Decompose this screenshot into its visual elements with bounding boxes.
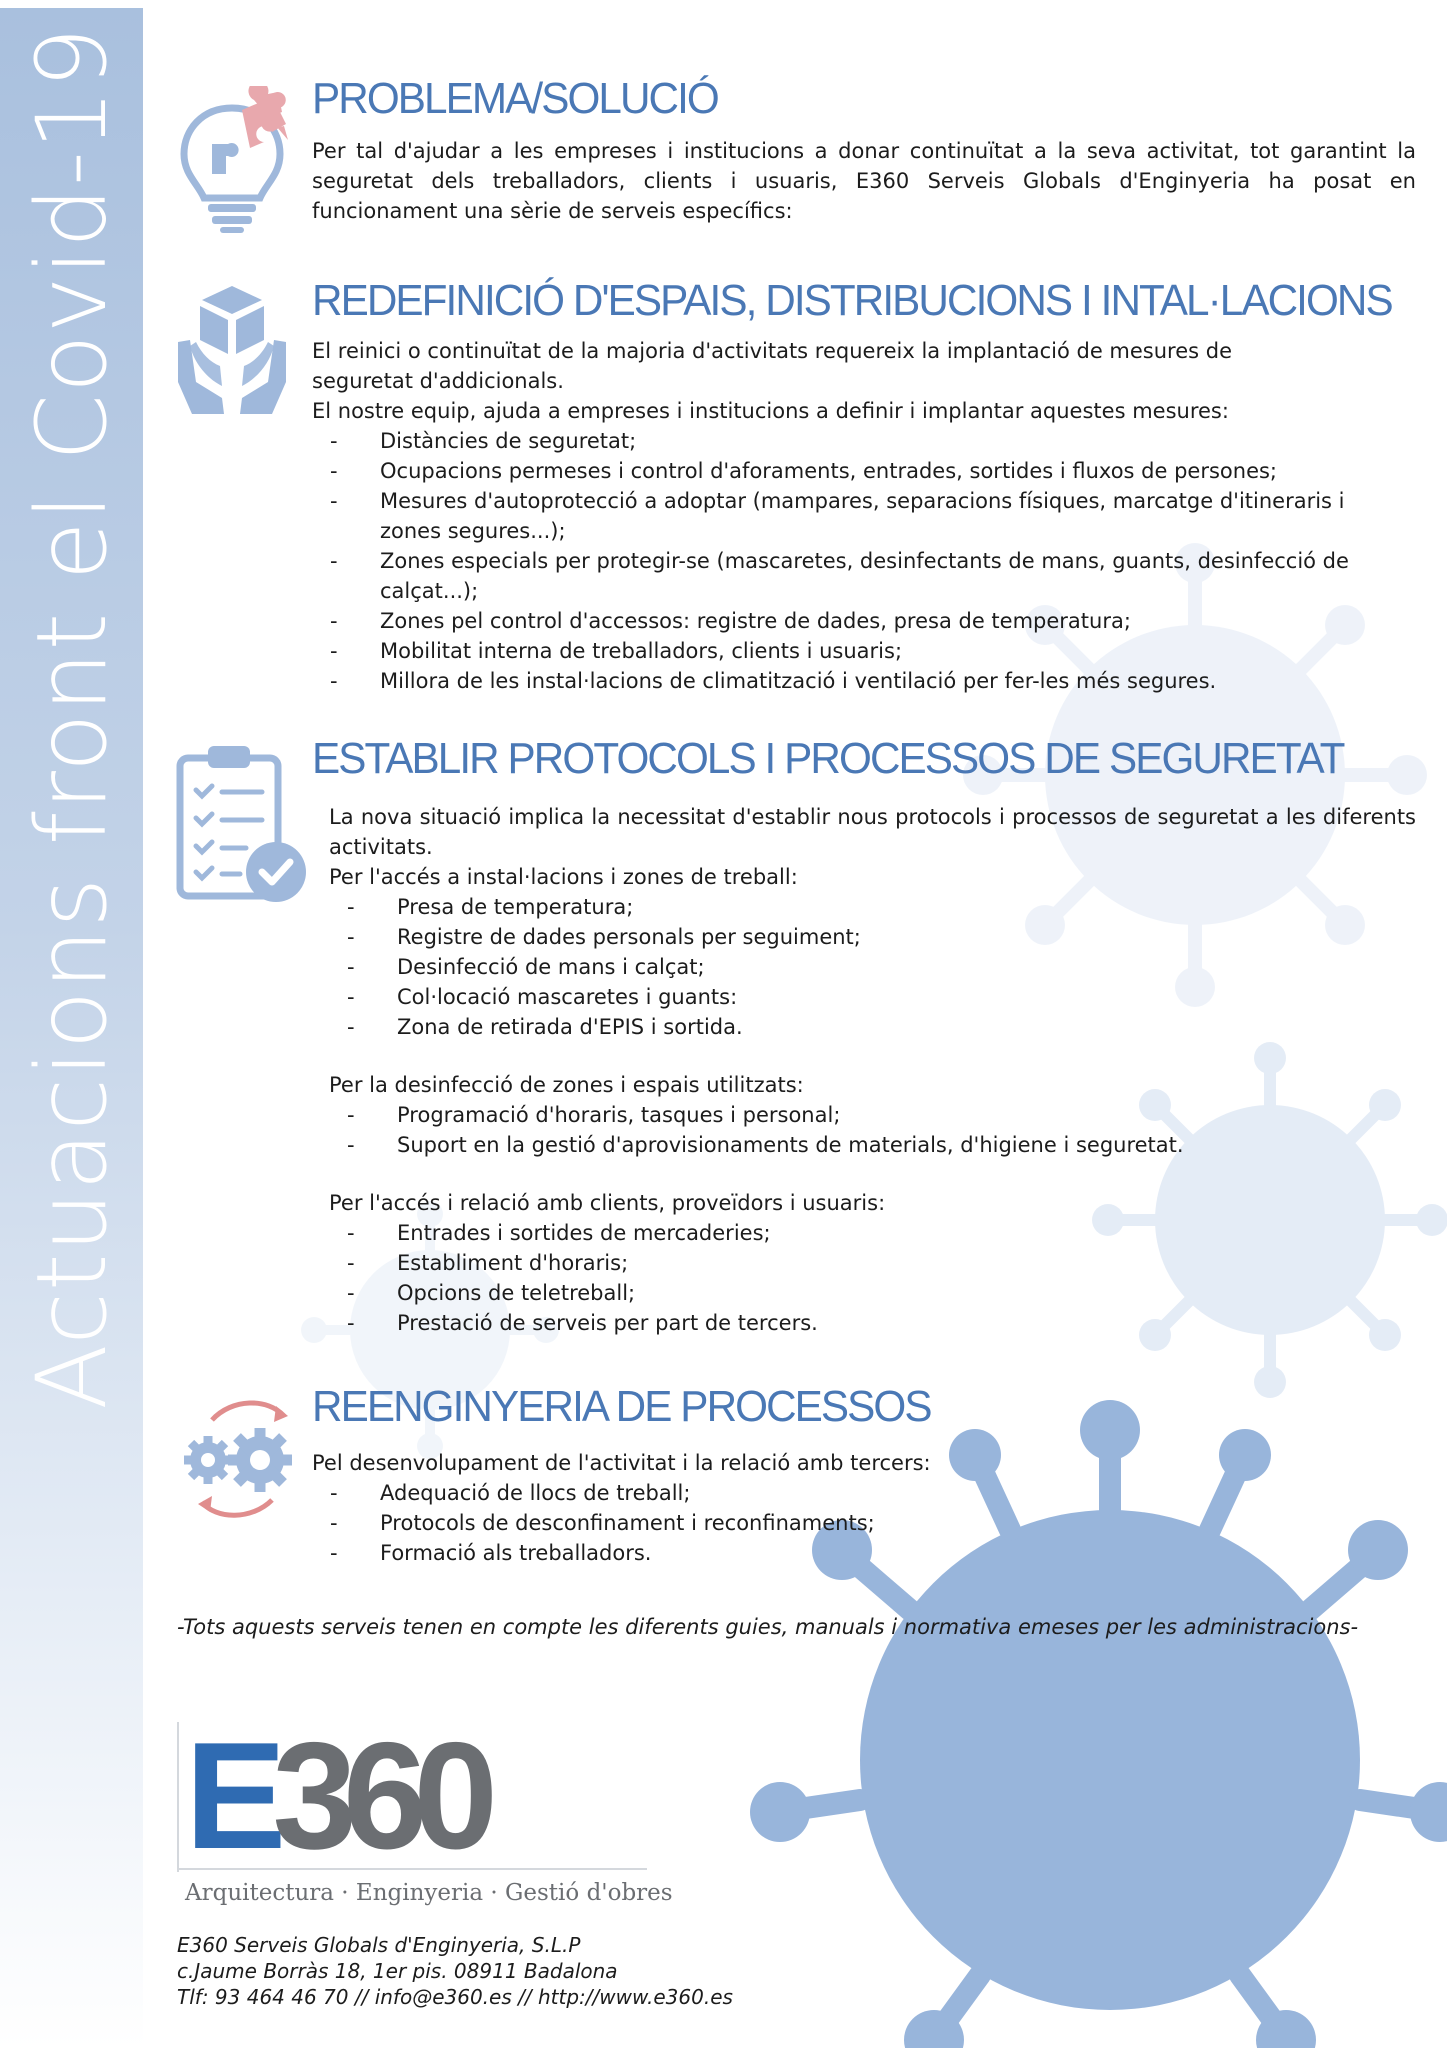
protocols-clients-heading: Per l'accés i relació amb clients, proveïdors i usuaris:	[329, 1191, 886, 1215]
list-item: - Opcions de teletreball;	[347, 1281, 636, 1305]
reengineering-list	[312, 1478, 1416, 1568]
protocols-access-heading: Per l'accés a instal·lacions i zones de treball:	[329, 865, 798, 889]
problem-title: PROBLEMA/SOLUCIÓ	[312, 74, 718, 123]
list-item-text: Programació d'horaris, tasques i personal;	[397, 1103, 841, 1127]
reengineering-intro: Pel desenvolupament de l'activitat i la relació amb tercers:	[312, 1451, 931, 1475]
list-item-text: Millora de les instal·lacions de climatització i ventilació per fer-les més segures.	[380, 669, 1217, 693]
list-item-text: Suport en la gestió d'aprovisionaments de materials, d'higiene i seguretat.	[397, 1133, 1184, 1157]
list-item-text: Presa de temperatura;	[397, 895, 634, 919]
list-item: - Zones pel control d'accessos: registre de dades, presa de temperatura;	[330, 609, 1131, 633]
list-item: - Col·locació mascaretes i guants:	[347, 985, 738, 1009]
list-item: - Mobilitat interna de treballadors, clients i usuaris;	[330, 639, 903, 663]
protocols-disinfection-list	[329, 1100, 1416, 1160]
list-item-text: Col·locació mascaretes i guants:	[397, 985, 738, 1009]
list-item: - Mesures d'autoprotecció a adoptar (mampares, separacions físiques, marcatge d'itineraris i zones segures...);	[330, 489, 1345, 543]
list-item-text: Zones especials per protegir-se (mascaretes, desinfectants de mans, guants, desinfecció de calçat...);	[380, 549, 1349, 603]
list-item: - Prestació de serveis per part de tercers.	[347, 1311, 818, 1335]
list-item: - Programació d'horaris, tasques i personal;	[347, 1103, 841, 1127]
protocols-clients-list	[329, 1218, 1416, 1338]
hands-box-icon	[176, 282, 288, 416]
list-item-text: Distàncies de seguretat;	[380, 429, 637, 453]
protocols-title: ESTABLIR PROTOCOLS I PROCESSOS DE SEGURETAT	[312, 734, 1344, 783]
redefine-title: REDEFINICIÓ D'ESPAIS, DISTRIBUCIONS I INTAL·LACIONS	[312, 276, 1392, 325]
list-item: - Zona de retirada d'EPIS i sortida.	[347, 1015, 743, 1039]
list-item: - Zones especials per protegir-se (mascaretes, desinfectants de mans, guants, desinfecció de calçat...);	[330, 549, 1349, 603]
company-logo	[177, 1720, 597, 1870]
protocols-disinfection-heading: Per la desinfecció de zones i espais utilitzats:	[329, 1073, 804, 1097]
footer-address: c.Jaume Borràs 18, 1er pis. 08911 Badalona	[177, 1959, 618, 1983]
gears-cycle-icon	[172, 1392, 308, 1524]
list-item-text: Prestació de serveis per part de tercers.	[397, 1311, 818, 1335]
list-item-text: Formació als treballadors.	[380, 1541, 652, 1565]
footer-contact: Tlf: 93 464 46 70 // info@e360.es // http://www.e360.es	[177, 1985, 733, 2009]
logo-text	[185, 1720, 492, 1870]
list-item: - Millora de les instal·lacions de climatització i ventilació per fer-les més segures.	[330, 669, 1217, 693]
logo-letter-e: E	[185, 1720, 273, 1870]
list-item: - Entrades i sortides de mercaderies;	[347, 1221, 771, 1245]
redefine-intro: El reinici o continuïtat de la majoria d'activitats requereix la implantació de mesures de seguretat d'addicionals.	[312, 339, 1233, 393]
list-item: - Suport en la gestió d'aprovisionaments de materials, d'higiene i seguretat.	[347, 1133, 1184, 1157]
list-item: - Distàncies de seguretat;	[330, 429, 637, 453]
list-item: - Registre de dades personals per seguiment;	[347, 925, 861, 949]
reengineering-title: REENGINYERIA DE PROCESSOS	[312, 1382, 931, 1431]
list-item-text: Opcions de teletreball;	[397, 1281, 636, 1305]
list-item: - Desinfecció de mans i calçat;	[347, 955, 705, 979]
logo-tagline: Arquitectura · Enginyeria · Gestió d'obres	[185, 1880, 673, 1906]
list-item-text: Zones pel control d'accessos: registre de dades, presa de temperatura;	[380, 609, 1131, 633]
list-item-text: Protocols de desconfinament i reconfinaments;	[380, 1511, 875, 1535]
list-item-text: Adequació de llocs de treball;	[380, 1481, 691, 1505]
redefine-intro-2: El nostre equip, ajuda a empreses i institucions a definir i implantar aquestes mesures:	[312, 399, 1229, 423]
redefine-list	[312, 426, 1416, 696]
list-item-text: Establiment d'horaris;	[397, 1251, 629, 1275]
list-item: - Establiment d'horaris;	[347, 1251, 629, 1275]
list-item: - Adequació de llocs de treball;	[330, 1481, 691, 1505]
lightbulb-puzzle-icon	[172, 86, 292, 236]
closing-note: -Tots aquests serveis tenen en compte les diferents guies, manuals i normativa emeses per les administracions-	[177, 1615, 1359, 1639]
protocols-intro: La nova situació implica la necessitat d'establir nous protocols i processos de seguretat a les diferents activitats.	[329, 805, 1416, 859]
list-item: - Ocupacions permeses i control d'aforaments, entrades, sortides i fluxos de persones;	[330, 459, 1278, 483]
list-item-text: Ocupacions permeses i control d'aforaments, entrades, sortides i fluxos de persones;	[380, 459, 1278, 483]
footer-company: E360 Serveis Globals d'Enginyeria, S.L.P	[177, 1933, 581, 1957]
sidebar-banner	[0, 8, 143, 2048]
list-item: - Protocols de desconfinament i reconfinaments;	[330, 1511, 875, 1535]
list-item: - Presa de temperatura;	[347, 895, 634, 919]
clipboard-check-icon	[176, 742, 308, 904]
list-item-text: Desinfecció de mans i calçat;	[397, 955, 705, 979]
list-item-text: Entrades i sortides de mercaderies;	[397, 1221, 771, 1245]
list-item-text: Registre de dades personals per seguiment;	[397, 925, 861, 949]
list-item-text: Zona de retirada d'EPIS i sortida.	[397, 1015, 743, 1039]
problem-text: Per tal d'ajudar a les empreses i institucions a donar continuïtat a la seva activitat, tot garantint la seguretat dels treballadors, clients i usuaris, E360 Serveis Globals d'Enginyeria ha posat en funcionament una sèrie de serveis específics:	[312, 139, 1416, 223]
sidebar-title: Actuacions front el Covid-19	[16, 26, 128, 1410]
list-item-text: Mesures d'autoprotecció a adoptar (mampares, separacions físiques, marcatge d'itineraris i zones segures...);	[380, 489, 1345, 543]
logo-digits: 360	[272, 1720, 484, 1870]
list-item: - Formació als treballadors.	[330, 1541, 652, 1565]
list-item-text: Mobilitat interna de treballadors, clients i usuaris;	[380, 639, 903, 663]
protocols-access-list	[329, 892, 1416, 1042]
